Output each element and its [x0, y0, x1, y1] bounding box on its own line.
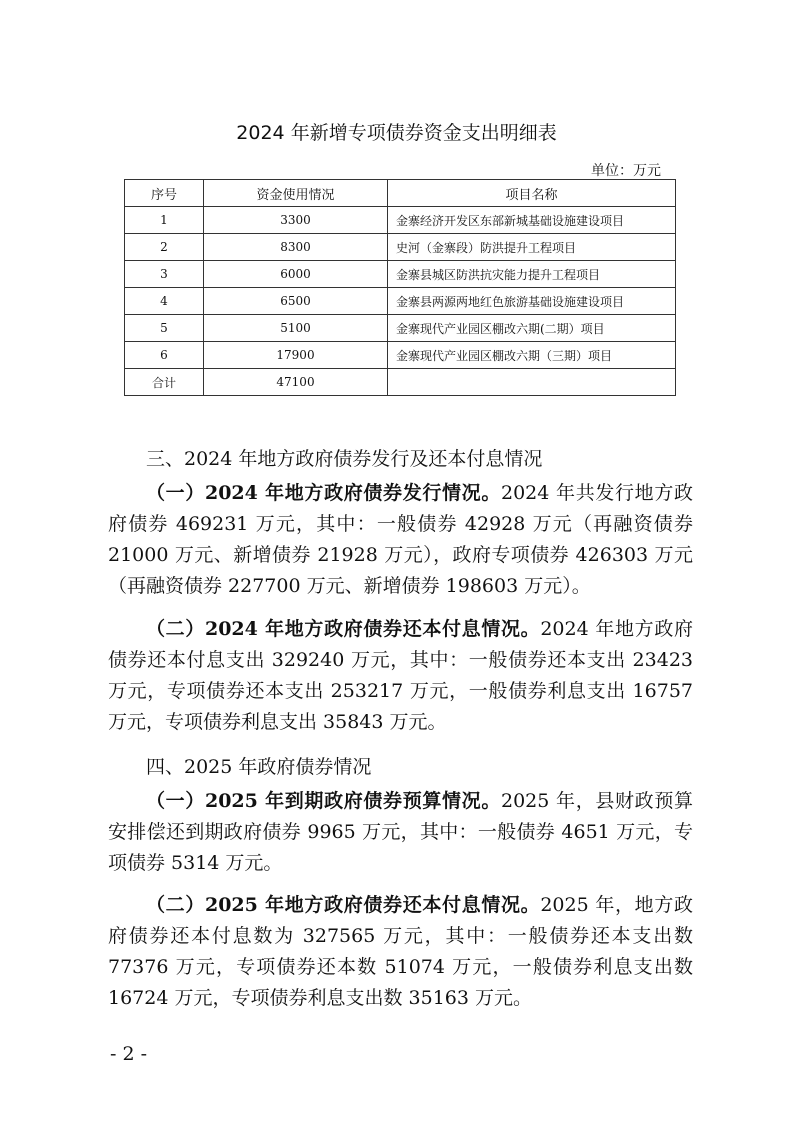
cell-index: 4: [125, 288, 204, 315]
table-row: [125, 234, 676, 261]
section-4-1-lead: （一）2025 年到期政府债券预算情况。: [146, 790, 501, 812]
total-label: 合计: [125, 369, 204, 396]
section-3-1-body: 2024 年共发行地方政府债券 469231 万元，其中：一般债券 42928 万元（再融资债券 21000 万元、新增债券 21928 万元），政府专项债券 426303 万元（再融资债券 227700 万元、新增债券 198603 万元）。: [108, 482, 693, 597]
cell-amount: 8300: [204, 234, 388, 261]
cell-project: 史河（金寨段）防洪提升工程项目: [388, 234, 676, 261]
section-3-2-body: 2024 年地方政府债券还本付息支出 329240 万元，其中：一般债券还本支出 23423 万元，专项债券还本支出 253217 万元，一般债券利息支出 16757 万元，专项债券利息支出 35843 万元。: [108, 618, 693, 733]
cell-amount: 5100: [204, 315, 388, 342]
section-3-2-paragraph: [108, 614, 693, 738]
section-3-2-lead: （二）2024 年地方政府债券还本付息情况。: [146, 618, 541, 640]
cell-index: 5: [125, 315, 204, 342]
header-project: 项目名称: [388, 180, 676, 207]
table-title: 2024 年新增专项债券资金支出明细表: [236, 122, 557, 144]
header-index: 序号: [125, 180, 204, 207]
cell-project: 金寨经济开发区东部新城基础设施建设项目: [388, 207, 676, 234]
table-row: [125, 288, 676, 315]
header-amount: 资金使用情况: [204, 180, 388, 207]
cell-amount: 6000: [204, 261, 388, 288]
section-3-heading: [108, 444, 693, 475]
cell-project: 金寨现代产业园区棚改六期（三期）项目: [388, 342, 676, 369]
table-row: [125, 207, 676, 234]
table-total-row: [125, 369, 676, 396]
cell-amount: 6500: [204, 288, 388, 315]
section-4-2-lead: （二）2025 年地方政府债券还本付息情况。: [146, 894, 541, 916]
cell-index: 3: [125, 261, 204, 288]
total-project: [388, 369, 676, 396]
table-row: [125, 261, 676, 288]
cell-project: 金寨县两源两地红色旅游基础设施建设项目: [388, 288, 676, 315]
section-3-1-paragraph: [108, 478, 693, 602]
page-number: - 2 -: [110, 1043, 148, 1065]
section-4-heading-text: 四、2025 年政府债券情况: [146, 756, 372, 778]
cell-project: 金寨县城区防洪抗灾能力提升工程项目: [388, 261, 676, 288]
expenditure-table: [124, 179, 676, 396]
section-4-1-body: 2025 年，县财政预算安排偿还到期政府债券 9965 万元，其中：一般债券 4651 万元，专项债券 5314 万元。: [108, 790, 693, 874]
section-4-1-paragraph: [108, 786, 693, 879]
table-header-row: [125, 180, 676, 207]
cell-index: 1: [125, 207, 204, 234]
cell-project: 金寨现代产业园区棚改六期(二期）项目: [388, 315, 676, 342]
cell-index: 6: [125, 342, 204, 369]
table-row: [125, 342, 676, 369]
section-4-heading: [108, 752, 693, 783]
table-row: [125, 315, 676, 342]
section-4-2-body: 2025 年，地方政府债券还本付息数为 327565 万元，其中：一般债券还本支出数 77376 万元，专项债券还本数 51074 万元，一般债券利息支出数 16724 万元，专项债券利息支出数 35163 万元。: [108, 894, 693, 1009]
cell-amount: 17900: [204, 342, 388, 369]
section-3-heading-text: 三、2024 年地方政府债券发行及还本付息情况: [146, 448, 543, 470]
unit-label: 单位：万元: [591, 163, 661, 179]
total-amount: 47100: [204, 369, 388, 396]
cell-amount: 3300: [204, 207, 388, 234]
section-3-1-lead: （一）2024 年地方政府债券发行情况。: [146, 482, 501, 504]
section-4-2-paragraph: [108, 890, 693, 1014]
cell-index: 2: [125, 234, 204, 261]
